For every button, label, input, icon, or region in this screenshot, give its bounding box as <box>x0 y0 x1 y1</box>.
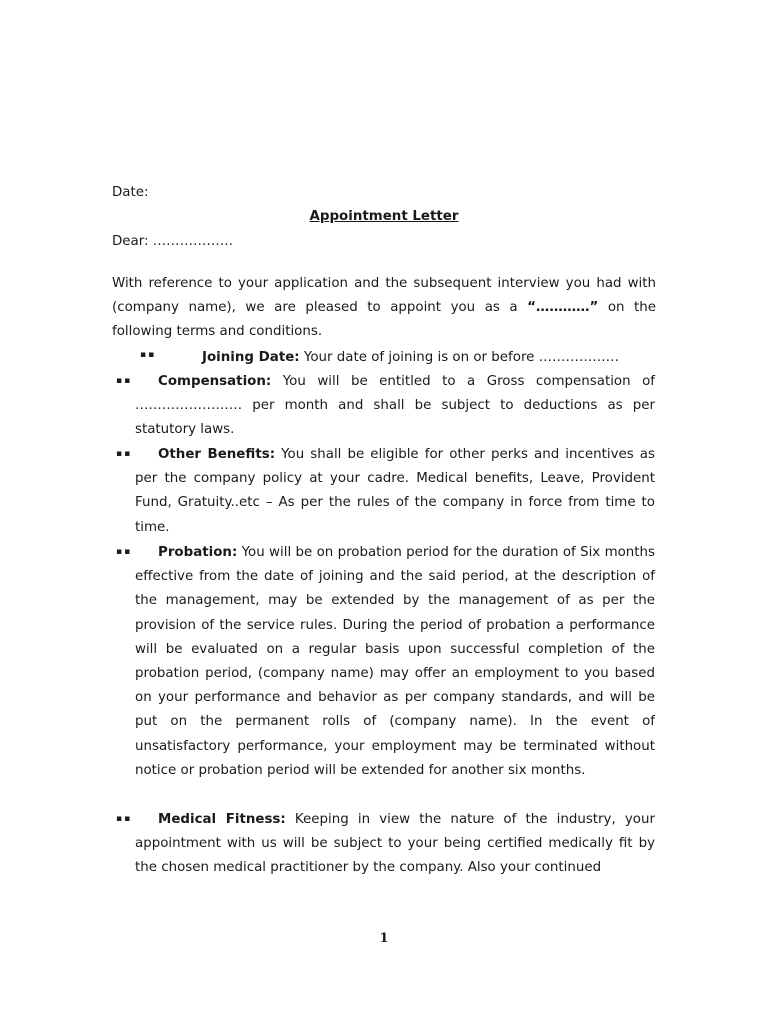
term-joining-date <box>202 346 619 370</box>
term-label: Compensation: <box>158 374 272 389</box>
bullet-icon: ▪▪ <box>140 350 157 360</box>
term-text: Keeping in view the nature of the industry, your appointment with us will be subject to your being certified medically fit by the chosen medical practitioner by the company. Also your continued <box>135 812 655 876</box>
bullet-icon: ▪▪ <box>116 814 133 824</box>
term-label: Probation: <box>158 545 238 560</box>
term-text: You will be entitled to a Gross compensation of …………………… per month and shall be subject to deductions as per statutory laws. <box>135 374 655 438</box>
bullet-icon: ▪▪ <box>116 376 133 386</box>
intro-text-before: With reference to your application and the subsequent interview you had with (company name), we are pleased to appoint you as a <box>112 276 656 315</box>
intro-paragraph <box>112 272 656 344</box>
term-text: Your date of joining is on or before ……………… <box>299 350 620 365</box>
term-medical-fitness <box>135 808 655 881</box>
term-label: Other Benefits: <box>158 447 276 462</box>
bullet-icon: ▪▪ <box>116 547 133 557</box>
letter-title: Appointment Letter <box>309 209 459 224</box>
bullet-icon: ▪▪ <box>116 449 133 459</box>
term-label: Medical Fitness: <box>158 812 286 827</box>
term-probation <box>135 541 655 783</box>
term-other-benefits <box>135 443 655 540</box>
term-text: You will be on probation period for the duration of Six months effective from the date of joining and the said period, at the description of the management, may be extended by the management of as per the provision of the service rules. During the period of probation a performance will be evaluated on a regular basis upon successful completion of the probation period, (company name) may offer an employment to you based on your performance and behavior as per company standards, and will be put on the permanent rolls of (company name). In the event of unsatisfactory performance, your employment may be terminated without notice or probation period will be extended for another six months. <box>135 545 655 778</box>
designation-placeholder: “…………” <box>527 300 599 315</box>
salutation: Dear: ……………… <box>112 234 234 249</box>
intro-text-after: on the following terms and conditions. <box>112 300 656 339</box>
date-label: Date: <box>112 185 149 200</box>
term-text: You shall be eligible for other perks and incentives as per the company policy at your cadre. Medical benefits, Leave, Provident Fund, Gratuity..etc – As per the rules of the company in force from time to time. <box>135 447 655 535</box>
term-label: Joining Date: <box>202 350 300 365</box>
page-number: 1 <box>379 931 389 946</box>
term-compensation <box>135 370 655 443</box>
